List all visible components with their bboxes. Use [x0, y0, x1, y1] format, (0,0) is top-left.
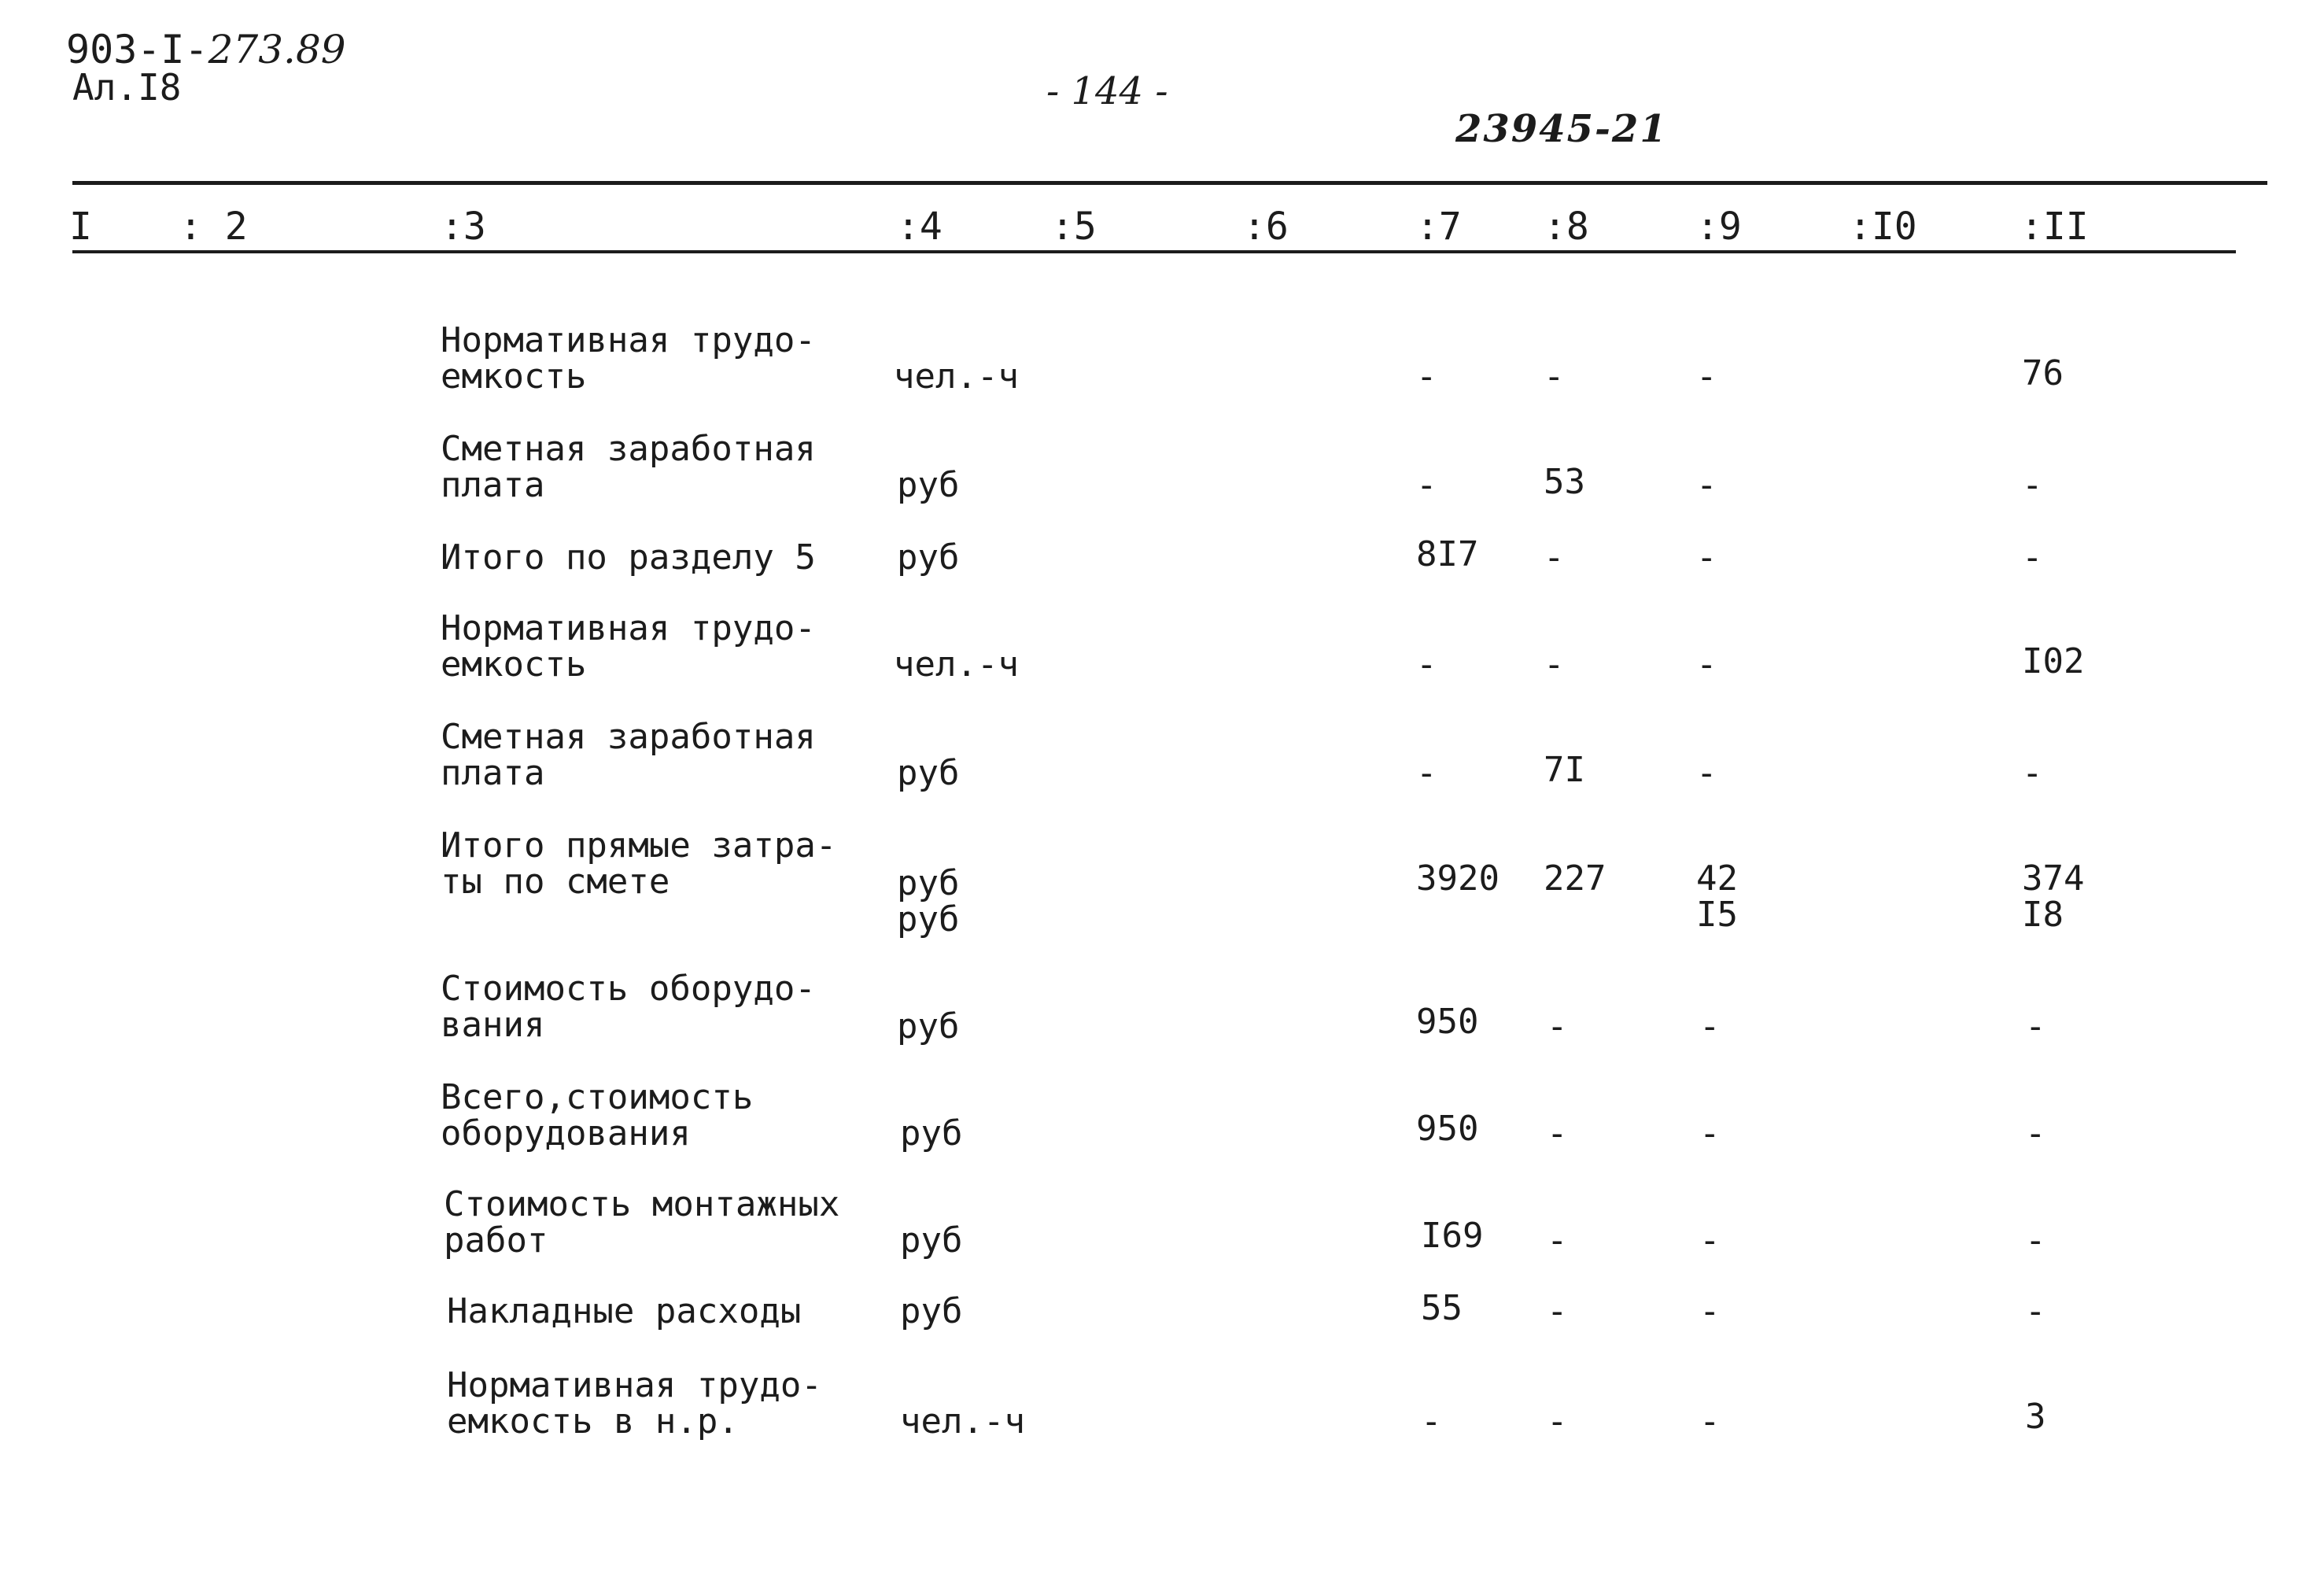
row-1-description: Нормативная трудо- емкость — [441, 320, 816, 397]
page-number: - 144 - — [1046, 69, 1168, 113]
col-header-8: :8 — [1544, 205, 1589, 249]
row-8-description: Всего,стоимость оборудования — [441, 1077, 754, 1154]
row-6-col11: 374 I8 — [2022, 858, 2085, 935]
row-10-col9: - — [1699, 1291, 1721, 1331]
row-8-col9: - — [1699, 1113, 1721, 1154]
row-2-col8: 53 — [1544, 462, 1585, 502]
col-header-1: I — [69, 205, 92, 249]
row-8-col7: 950 — [1416, 1109, 1479, 1149]
row-3-description: Итого по разделу 5 — [441, 537, 816, 578]
row-6-unit: руб руб — [897, 863, 960, 940]
row-11-col9: - — [1699, 1401, 1721, 1442]
row-9-unit: руб — [900, 1220, 963, 1261]
row-1-col11: 76 — [2022, 353, 2064, 393]
row-10-col7: 55 — [1421, 1288, 1463, 1328]
table-top-rule — [72, 181, 2267, 185]
row-4-col8: - — [1544, 644, 1565, 685]
document-number: 23945-21 — [1455, 107, 1668, 151]
col-header-5: :5 — [1051, 205, 1097, 249]
row-9-description: Стоимость монтажных работ — [444, 1184, 840, 1261]
row-9-col11: - — [2025, 1220, 2046, 1261]
row-7-col8: - — [1547, 1006, 1568, 1047]
row-2-description: Сметная заработная плата — [441, 429, 816, 505]
row-7-unit: руб — [897, 1006, 960, 1047]
row-2-col9: - — [1696, 465, 1717, 505]
sheet-label: Ал.I8 — [72, 66, 182, 109]
row-7-col7: 950 — [1416, 1002, 1479, 1042]
row-6-col8: 227 — [1544, 858, 1607, 899]
row-4-unit: чел.-ч — [894, 644, 1019, 685]
row-1-col8: - — [1544, 356, 1565, 397]
row-8-col11: - — [2025, 1113, 2046, 1154]
table-header-rule — [72, 250, 2236, 253]
row-5-description: Сметная заработная плата — [441, 717, 816, 793]
row-11-col8: - — [1547, 1401, 1568, 1442]
row-11-description: Нормативная трудо- емкость в н.р. — [447, 1365, 822, 1442]
row-3-col11: - — [2022, 537, 2043, 578]
row-6-col7: 3920 — [1416, 858, 1500, 899]
col-header-2: : 2 — [179, 205, 248, 249]
row-2-unit: руб — [897, 465, 960, 505]
row-5-col9: - — [1696, 753, 1717, 793]
row-10-description: Накладные расходы — [447, 1291, 802, 1331]
row-4-description: Нормативная трудо- емкость — [441, 608, 816, 685]
row-2-col11: - — [2022, 465, 2043, 505]
row-5-col8: 7I — [1544, 750, 1585, 790]
row-10-unit: руб — [900, 1291, 963, 1331]
document-code-prefix: 903-I- — [66, 27, 208, 72]
row-3-col7: 8I7 — [1416, 534, 1479, 574]
row-4-col11: I02 — [2022, 641, 2085, 681]
col-header-6: :6 — [1243, 205, 1289, 249]
col-header-10: :I0 — [1849, 205, 1917, 249]
row-10-col11: - — [2025, 1291, 2046, 1331]
row-5-col11: - — [2022, 753, 2043, 793]
row-2-col7: - — [1416, 465, 1437, 505]
row-9-col8: - — [1547, 1220, 1568, 1261]
row-3-col9: - — [1696, 537, 1717, 578]
row-7-description: Стоимость оборудо- вания — [441, 969, 816, 1045]
row-7-col9: - — [1699, 1006, 1721, 1047]
row-1-col7: - — [1416, 356, 1437, 397]
col-header-9: :9 — [1696, 205, 1742, 249]
row-8-col8: - — [1547, 1113, 1568, 1154]
row-6-description: Итого прямые затра- ты по смете — [441, 825, 837, 902]
row-3-unit: руб — [897, 537, 960, 578]
row-11-col7: - — [1421, 1401, 1442, 1442]
row-4-col7: - — [1416, 644, 1437, 685]
row-5-unit: руб — [897, 753, 960, 793]
row-3-col8: - — [1544, 537, 1565, 578]
row-9-col7: I69 — [1421, 1216, 1484, 1256]
row-8-unit: руб — [900, 1113, 963, 1154]
row-4-col9: - — [1696, 644, 1717, 685]
row-10-col8: - — [1547, 1291, 1568, 1331]
document-code-handwritten: 273.89 — [208, 27, 346, 72]
col-header-4: :4 — [897, 205, 943, 249]
col-header-11: :II — [2020, 205, 2089, 249]
row-5-col7: - — [1416, 753, 1437, 793]
col-header-3: :3 — [441, 205, 486, 249]
document-code — [66, 27, 346, 72]
row-11-col11: 3 — [2025, 1397, 2046, 1437]
row-6-col9: 42 I5 — [1696, 858, 1738, 935]
col-header-7: :7 — [1416, 205, 1462, 249]
row-7-col11: - — [2025, 1006, 2046, 1047]
row-11-unit: чел.-ч — [900, 1401, 1025, 1442]
row-9-col9: - — [1699, 1220, 1721, 1261]
row-1-unit: чел.-ч — [894, 356, 1019, 397]
row-1-col9: - — [1696, 356, 1717, 397]
